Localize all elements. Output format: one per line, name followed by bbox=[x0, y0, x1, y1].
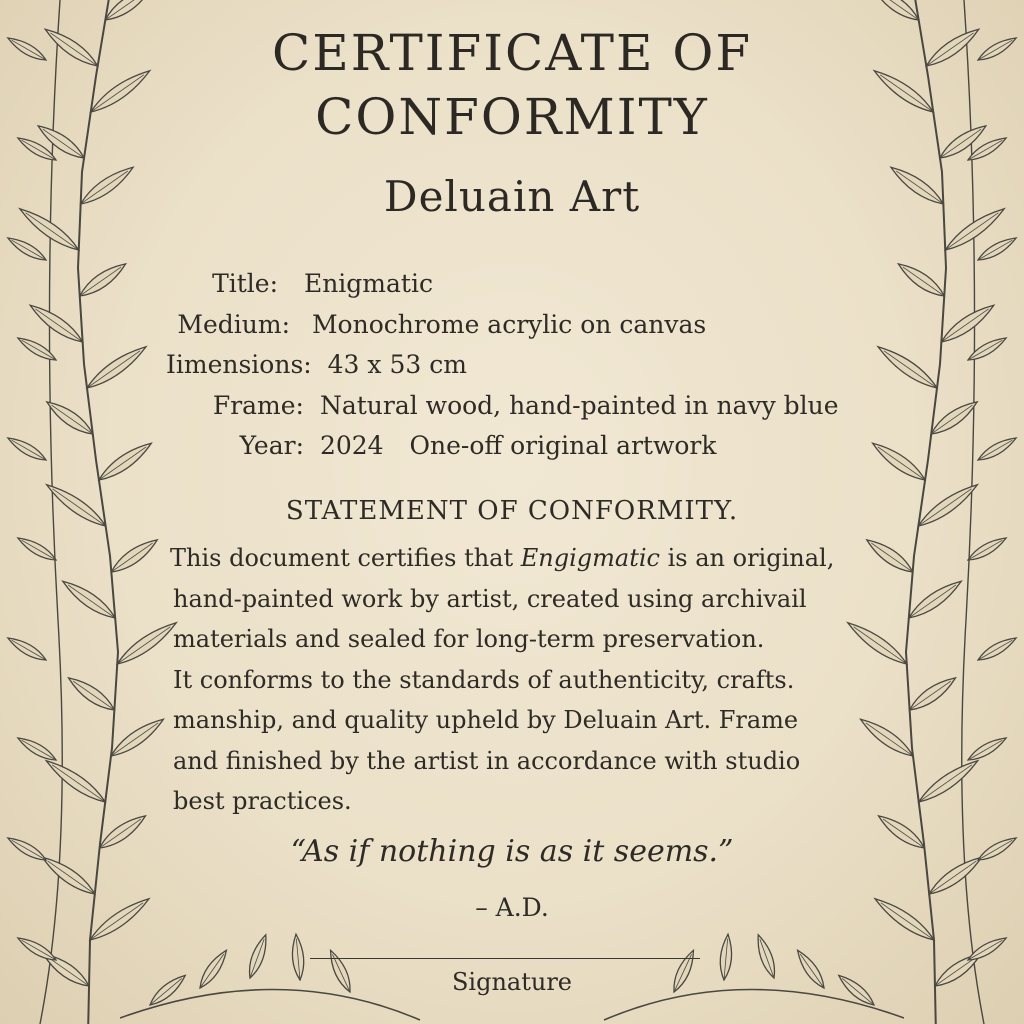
statement-text: This document certifies that bbox=[170, 544, 521, 572]
statement-line: materials and sealed for long-term preservation. bbox=[173, 625, 765, 653]
detail-frame bbox=[140, 388, 839, 424]
detail-medium bbox=[140, 307, 706, 343]
detail-note: One-off original artwork bbox=[409, 431, 717, 460]
statement-line: manship, and quality upheld by Deluain Art. Frame bbox=[173, 706, 799, 734]
statement-text: is an original, bbox=[659, 544, 835, 572]
quote-attribution: – A.D. bbox=[475, 893, 549, 922]
artist-quote: “As if nothing is as it seems.” bbox=[290, 834, 734, 869]
statement-heading: STATEMENT OF CONFORMITY. bbox=[285, 496, 739, 526]
signature-label: Signature bbox=[451, 968, 573, 996]
certificate-title-line-1: CERTIFICATE OF bbox=[271, 24, 753, 82]
detail-year bbox=[140, 428, 717, 464]
detail-value: Natural wood, hand-painted in navy blue bbox=[319, 391, 839, 420]
detail-label: Medium: bbox=[177, 310, 290, 339]
detail-label: Iimensions: bbox=[166, 350, 312, 379]
detail-value: 43 x 53 cm bbox=[327, 350, 467, 379]
detail-label: Year: bbox=[239, 431, 304, 460]
issuer-name: Deluain Art bbox=[383, 172, 641, 221]
artwork-title-italic: Engigmatic bbox=[520, 544, 660, 572]
statement-line: and finished by the artist in accordance with studio bbox=[173, 746, 801, 775]
statement-paragraph bbox=[170, 538, 850, 822]
statement-line: hand-painted work by artist, created using archivail bbox=[173, 584, 807, 613]
certificate-title-line-2: CONFORMITY bbox=[315, 88, 709, 146]
statement-line bbox=[170, 538, 850, 579]
signature-line bbox=[310, 958, 700, 959]
detail-label: Frame: bbox=[212, 391, 304, 420]
detail-title bbox=[140, 266, 433, 302]
detail-value: Monochrome acrylic on canvas bbox=[311, 310, 707, 339]
statement-line: best practices. bbox=[173, 787, 352, 815]
detail-value: Enigmatic bbox=[303, 269, 433, 298]
statement-line: It conforms to the standards of authenticity, crafts. bbox=[173, 665, 795, 694]
detail-dimensions bbox=[166, 347, 467, 383]
detail-value: 2024 bbox=[319, 431, 384, 460]
detail-label: Title: bbox=[212, 269, 278, 298]
